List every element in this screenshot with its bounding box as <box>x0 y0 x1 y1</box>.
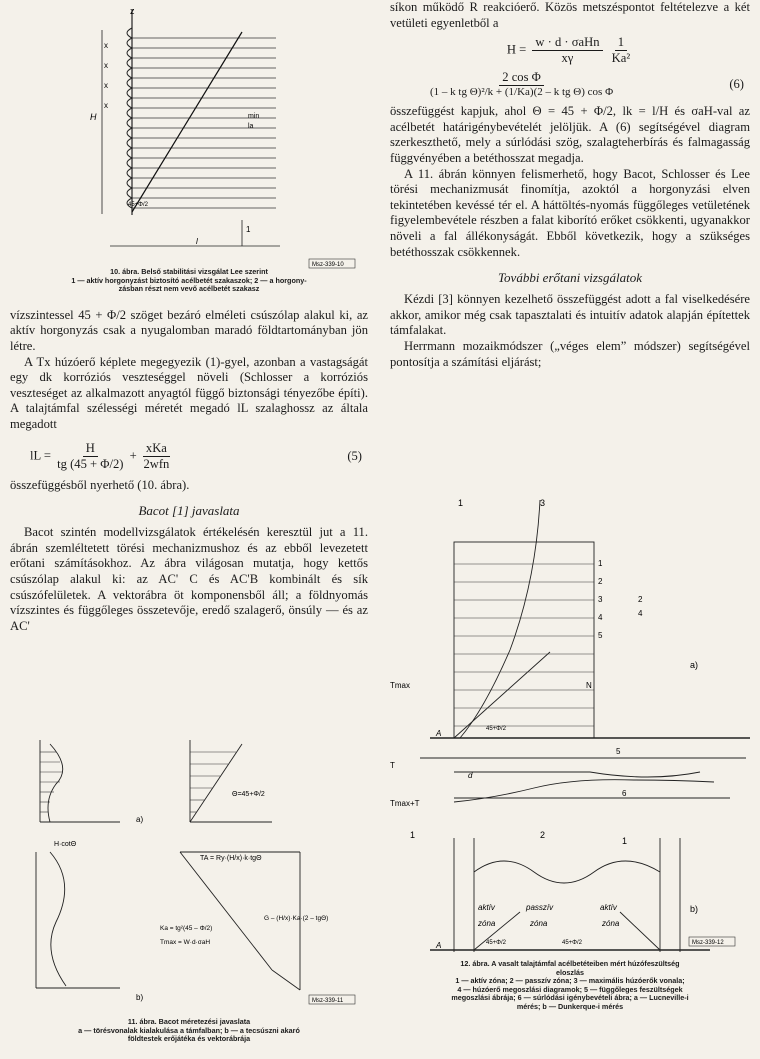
svg-text:b): b) <box>136 993 144 1002</box>
svg-text:1: 1 <box>246 225 251 234</box>
svg-text:H·cotΘ: H·cotΘ <box>54 841 77 848</box>
svg-text:Θ=45+Φ/2: Θ=45+Φ/2 <box>232 791 265 798</box>
svg-text:Msz-339-10: Msz-339-10 <box>312 262 344 268</box>
svg-text:45+Φ/2: 45+Φ/2 <box>486 726 506 732</box>
svg-text:2: 2 <box>638 595 643 604</box>
svg-text:3: 3 <box>540 498 546 508</box>
svg-text:b): b) <box>690 904 699 914</box>
svg-text:45+Φ/2: 45+Φ/2 <box>128 202 148 208</box>
svg-text:1: 1 <box>598 559 603 568</box>
svg-text:a): a) <box>136 815 144 824</box>
svg-text:2: 2 <box>540 830 546 840</box>
figure-10-drawing <box>10 0 368 270</box>
paragraph: Bacot szintén modellvizsgálatok értékelésén keresztül jut a 11. ábrán szemléltetett törési mechanizmushoz és az ebből levezetett erőtani számításokhoz. Az ábra világosan mutatja, hogy kettős csúszólap alakul ki: az AC' C és AC'B kombinált és sík csúszófelületek. A vektorábra öt komponensből áll; a földnyomás vízszintes és függőleges összetevője, eredő szalagerő, önsúly — és az AC' <box>10 525 368 633</box>
paragraph: A 11. ábrán könnyen felismerhető, hogy Bacot, Schlosser és Lee törési mechanizmusát finomítja, azoktól a horgonyzási elven tekintetében kevéssé tér el. A háttöltés-nyomás függőleges vetületének figyelembevétele részben a falat kiborító erőket csökkenti, ugyanakkor növeli a fal állékonyságát. Ebből következik, hogy a szükséges betéthosszak csökkennek. <box>390 166 750 259</box>
figure-11 <box>10 730 368 1010</box>
paragraph: Herrmann mozaikmódszer („véges elem” módszer) segítségével pontosítja a számítási eljárást; <box>390 338 750 369</box>
svg-text:1: 1 <box>410 830 416 840</box>
svg-text:Tmax: Tmax <box>390 681 410 690</box>
svg-text:TA = Ry·(H/x)·k·tgΘ: TA = Ry·(H/x)·k·tgΘ <box>200 855 262 862</box>
svg-text:Msz-339-11: Msz-339-11 <box>312 998 344 1004</box>
paragraph: összefüggést kapjuk, ahol Θ = 45 + Φ/2, lk = l/H és σaH-val az acélbetét határigénybevételét jelöljük. A (6) segítségével diagram szerkeszthető, mely a súrlódási szög, szalagteherbírás és falmagasság függvényében a betéthosszat megadja. <box>390 104 750 165</box>
svg-text:6: 6 <box>622 789 627 798</box>
svg-text:d: d <box>468 771 473 780</box>
svg-text:z: z <box>130 6 135 16</box>
paragraph: vízszintessel 45 + Φ/2 szöget bezáró elméleti csúszólap alakul ki, az aktív horgonyzás csak a nyugalomban maradó földtartományban jön létre. <box>10 307 368 353</box>
svg-text:Tmax+T: Tmax+T <box>390 799 420 808</box>
svg-text:A: A <box>436 941 442 950</box>
paragraph: Kézdi [3] könnyen kezelhető összefüggést adott a fal viselkedésére akkor, amikor még csak tapasztalati és intuitív adatok alapján építettek támfalakat. <box>390 292 750 338</box>
svg-text:4: 4 <box>638 609 643 618</box>
svg-text:Ka = tg²(45 – Φ/2): Ka = tg²(45 – Φ/2) <box>160 925 213 932</box>
svg-text:1: 1 <box>458 498 464 508</box>
svg-text:aktív: aktív <box>478 903 495 912</box>
svg-text:G – (H/x)·Ka·(2 – tgΘ): G – (H/x)·Ka·(2 – tgΘ) <box>264 915 329 922</box>
figure-11-drawing <box>10 730 368 1010</box>
figure-12-caption: 12. ábra. A vasalt talajtámfal acélbetéteiben mért húzófeszültség eloszlás 1 — aktív zóna; 2 — passzív zóna; 3 — maximális húzóerők vonala; 4 — húzóerő megoszlási diagramok; 5 — függőleges feszültségek megoszlási ábrája; 6 — súrlódási igénybevételi ábra; a — Lucneville-i mérés; b — Dunkerque-i mérés <box>451 959 689 1011</box>
svg-text:5: 5 <box>598 631 603 640</box>
svg-text:aktív: aktív <box>600 903 617 912</box>
figure-11-caption: 11. ábra. Bacot méretezési javaslata a — törésvonalak kialakulása a támfalban; b — a tecsúszni akaró földtestek erőjátéka és vektorábrája <box>78 1017 300 1044</box>
svg-text:H: H <box>90 112 97 122</box>
paragraph: összefüggésből nyerhető (10. ábra). <box>10 477 190 492</box>
svg-text:l: l <box>196 237 198 246</box>
svg-text:3: 3 <box>598 595 603 604</box>
svg-text:45+Φ/2: 45+Φ/2 <box>486 940 506 946</box>
figure-12-drawing <box>390 492 750 952</box>
svg-text:5: 5 <box>616 747 621 756</box>
svg-text:1: 1 <box>622 836 628 846</box>
svg-text:Msz-339-12: Msz-339-12 <box>692 940 724 946</box>
svg-text:x: x <box>104 41 108 50</box>
svg-text:zóna: zóna <box>602 919 620 928</box>
svg-text:45+Φ/2: 45+Φ/2 <box>562 940 582 946</box>
paragraph: A Tx húzóerő képlete megegyezik (1)-gyel, azonban a vastagságát egy dk korróziós veszteséggel növeli (Schlosser a korróziós veszteséget az alkalmazott anyagtól függő biztonsági tényezőbe építi). A talajtámfal szélességi méretét megadó lL szalaghossz az általa megadott <box>10 354 368 431</box>
paragraph: síkon működő R reakcióerő. Közös metszéspontot feltételezve a két vetületi egyenletből a <box>390 0 750 30</box>
svg-text:x: x <box>104 81 108 90</box>
svg-text:Tmax = W·d·σaH: Tmax = W·d·σaH <box>160 939 211 946</box>
section-heading: További erőtani vizsgálatok <box>498 270 642 286</box>
left-column <box>10 0 368 1044</box>
svg-text:N: N <box>586 681 592 690</box>
equation-6: H = $\frac{\text{w · d · σaHn}}{x\gamma}$ $\frac{1}{\text{Ka²}}$ $\frac{\text{2 cos Φ}}{\text{(1 – k tg Θ)²/k + (1/Ka)(2 – k tg Θ) cos Φ}}$ (6) <box>430 35 744 99</box>
svg-text:x: x <box>104 101 108 110</box>
svg-text:zóna: zóna <box>530 919 548 928</box>
svg-text:2: 2 <box>598 577 603 586</box>
svg-text:zóna: zóna <box>478 919 496 928</box>
section-heading: Bacot [1] javaslata <box>138 503 240 519</box>
equation-5: lL = $\frac{H}{tg (45 + \Phi/2)}$ + $\frac{\text{xKa}}{\text{2wfn}}$ (5) <box>30 440 362 471</box>
svg-text:la: la <box>248 123 254 130</box>
svg-text:x: x <box>104 61 108 70</box>
figure-10 <box>10 0 368 270</box>
svg-text:A: A <box>436 729 442 738</box>
svg-text:a): a) <box>690 660 699 670</box>
right-column <box>390 0 750 1011</box>
svg-text:4: 4 <box>598 613 603 622</box>
svg-text:T: T <box>390 761 395 770</box>
svg-text:passzív: passzív <box>526 903 554 912</box>
figure-12 <box>390 492 750 952</box>
svg-text:min: min <box>248 113 260 120</box>
figure-10-caption: 10. ábra. Belső stabilitási vizsgálat Lee szerint 1 — aktív horgonyzást biztosító acélbetét szakaszok; 2 — a horgony- zásban részt nem vevő acélbetét szakasz <box>71 267 307 294</box>
